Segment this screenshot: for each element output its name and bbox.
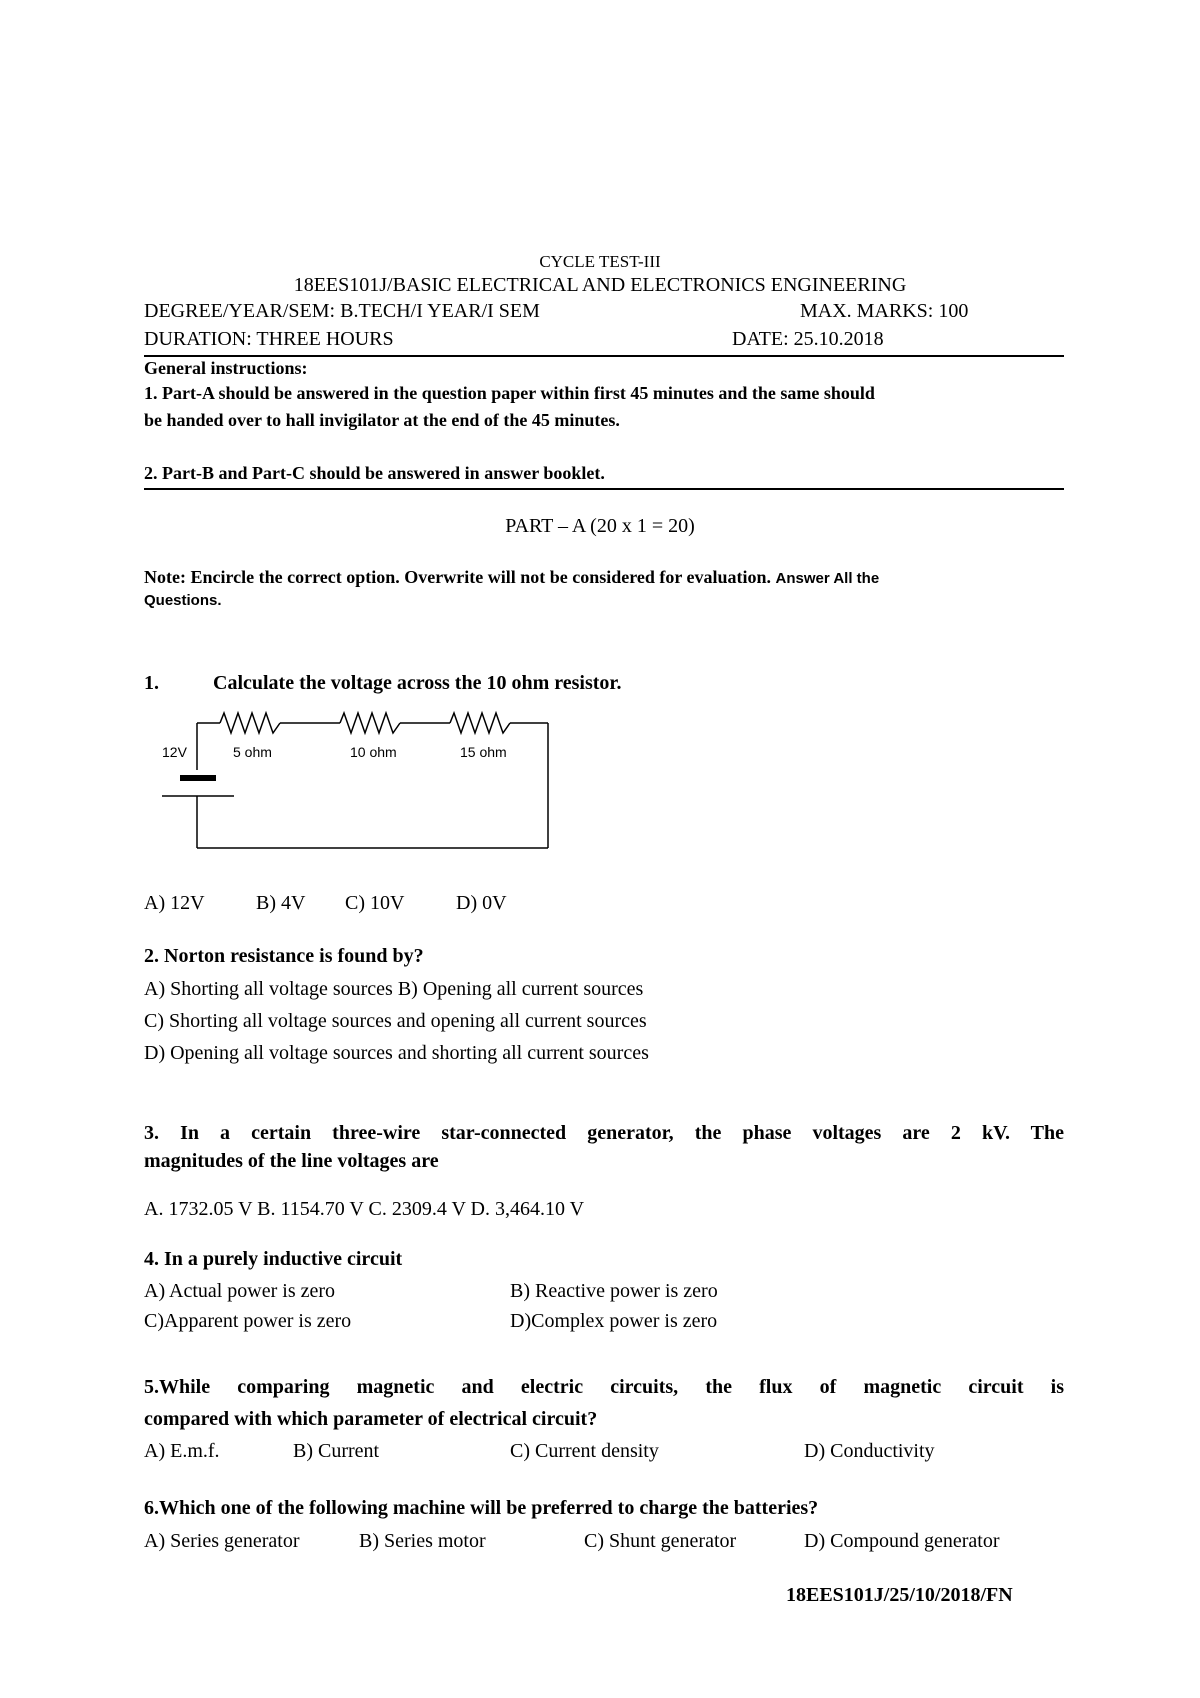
q2-option-a-b[interactable]: A) Shorting all voltage sources B) Opening all current sources bbox=[144, 978, 644, 1000]
source-voltage-label: 12V bbox=[162, 744, 187, 760]
q6-text: 6.Which one of the following machine will be preferred to charge the batteries? bbox=[144, 1497, 819, 1519]
exam-date: DATE: 25.10.2018 bbox=[732, 328, 884, 350]
note-bold: Note: Encircle the correct option. Overwrite will not be considered for evaluation. bbox=[144, 567, 772, 587]
q5-text-line-1: 5.While comparing magnetic and electric circuits, the flux of magnetic circuit is bbox=[144, 1376, 1064, 1398]
instruction-2: 2. Part-B and Part-C should be answered in answer booklet. bbox=[144, 463, 605, 483]
resistor-10-ohm bbox=[340, 713, 400, 733]
test-title: CYCLE TEST-III bbox=[539, 252, 661, 271]
q6-option-b[interactable]: B) Series motor bbox=[359, 1530, 486, 1552]
q1-circuit-diagram bbox=[150, 700, 560, 860]
q4-option-d[interactable]: D)Complex power is zero bbox=[510, 1310, 718, 1332]
q5-text-line-2: compared with which parameter of electrical circuit? bbox=[144, 1408, 598, 1430]
r1-label: 5 ohm bbox=[233, 744, 272, 760]
q5-option-a[interactable]: A) E.m.f. bbox=[144, 1440, 220, 1462]
note-small: Answer All the bbox=[775, 570, 880, 587]
q6-option-d[interactable]: D) Compound generator bbox=[804, 1530, 1000, 1552]
q3-text-line-1: 3. In a certain three-wire star-connected generator, the phase voltages are 2 kV. The bbox=[144, 1122, 1064, 1144]
q1-option-b[interactable]: B) 4V bbox=[256, 892, 306, 914]
q4-option-c[interactable]: C)Apparent power is zero bbox=[144, 1310, 352, 1332]
q1-option-d[interactable]: D) 0V bbox=[456, 892, 507, 914]
q2-text: 2. Norton resistance is found by? bbox=[144, 945, 424, 967]
duration: DURATION: THREE HOURS bbox=[144, 328, 394, 350]
q6-option-a[interactable]: A) Series generator bbox=[144, 1530, 300, 1552]
part-a-note bbox=[144, 567, 879, 588]
q3-options[interactable]: A. 1732.05 V B. 1154.70 V C. 2309.4 V D. 3,464.10 V bbox=[144, 1198, 585, 1220]
resistor-15-ohm bbox=[450, 713, 510, 733]
q1-option-a[interactable]: A) 12V bbox=[144, 892, 205, 914]
q1-text: Calculate the voltage across the 10 ohm resistor. bbox=[213, 672, 622, 694]
instruction-1-line-1: 1. Part-A should be answered in the question paper within first 45 minutes and the same should bbox=[144, 383, 875, 403]
q3-text-line-2: magnitudes of the line voltages are bbox=[144, 1150, 439, 1172]
q5-option-c[interactable]: C) Current density bbox=[510, 1440, 659, 1462]
q4-text: 4. In a purely inductive circuit bbox=[144, 1248, 403, 1270]
instruction-1-line-2: be handed over to hall invigilator at the end of the 45 minutes. bbox=[144, 410, 620, 430]
q2-option-d[interactable]: D) Opening all voltage sources and shorting all current sources bbox=[144, 1042, 649, 1064]
r3-label: 15 ohm bbox=[460, 744, 507, 760]
note-line-2: Questions. bbox=[144, 592, 222, 609]
course-title: 18EES101J/BASIC ELECTRICAL AND ELECTRONICS ENGINEERING bbox=[293, 274, 907, 296]
q6-option-c[interactable]: C) Shunt generator bbox=[584, 1530, 737, 1552]
q1-option-c[interactable]: C) 10V bbox=[345, 892, 405, 914]
q5-option-b[interactable]: B) Current bbox=[293, 1440, 380, 1462]
footer-code: 18EES101J/25/10/2018/FN bbox=[786, 1584, 1013, 1606]
q4-option-a[interactable]: A) Actual power is zero bbox=[144, 1280, 336, 1302]
max-marks: MAX. MARKS: 100 bbox=[800, 300, 969, 322]
r2-label: 10 ohm bbox=[350, 744, 397, 760]
q1-number: 1. bbox=[144, 672, 159, 694]
resistor-5-ohm bbox=[220, 713, 280, 733]
part-a-title: PART – A (20 x 1 = 20) bbox=[505, 515, 695, 537]
instructions-heading: General instructions: bbox=[144, 358, 308, 378]
q4-option-b[interactable]: B) Reactive power is zero bbox=[510, 1280, 718, 1302]
degree-info: DEGREE/YEAR/SEM: B.TECH/I YEAR/I SEM bbox=[144, 300, 540, 322]
instructions-divider bbox=[144, 488, 1064, 490]
q2-option-c[interactable]: C) Shorting all voltage sources and opening all current sources bbox=[144, 1010, 647, 1032]
header-divider bbox=[144, 355, 1064, 357]
q5-option-d[interactable]: D) Conductivity bbox=[804, 1440, 935, 1462]
